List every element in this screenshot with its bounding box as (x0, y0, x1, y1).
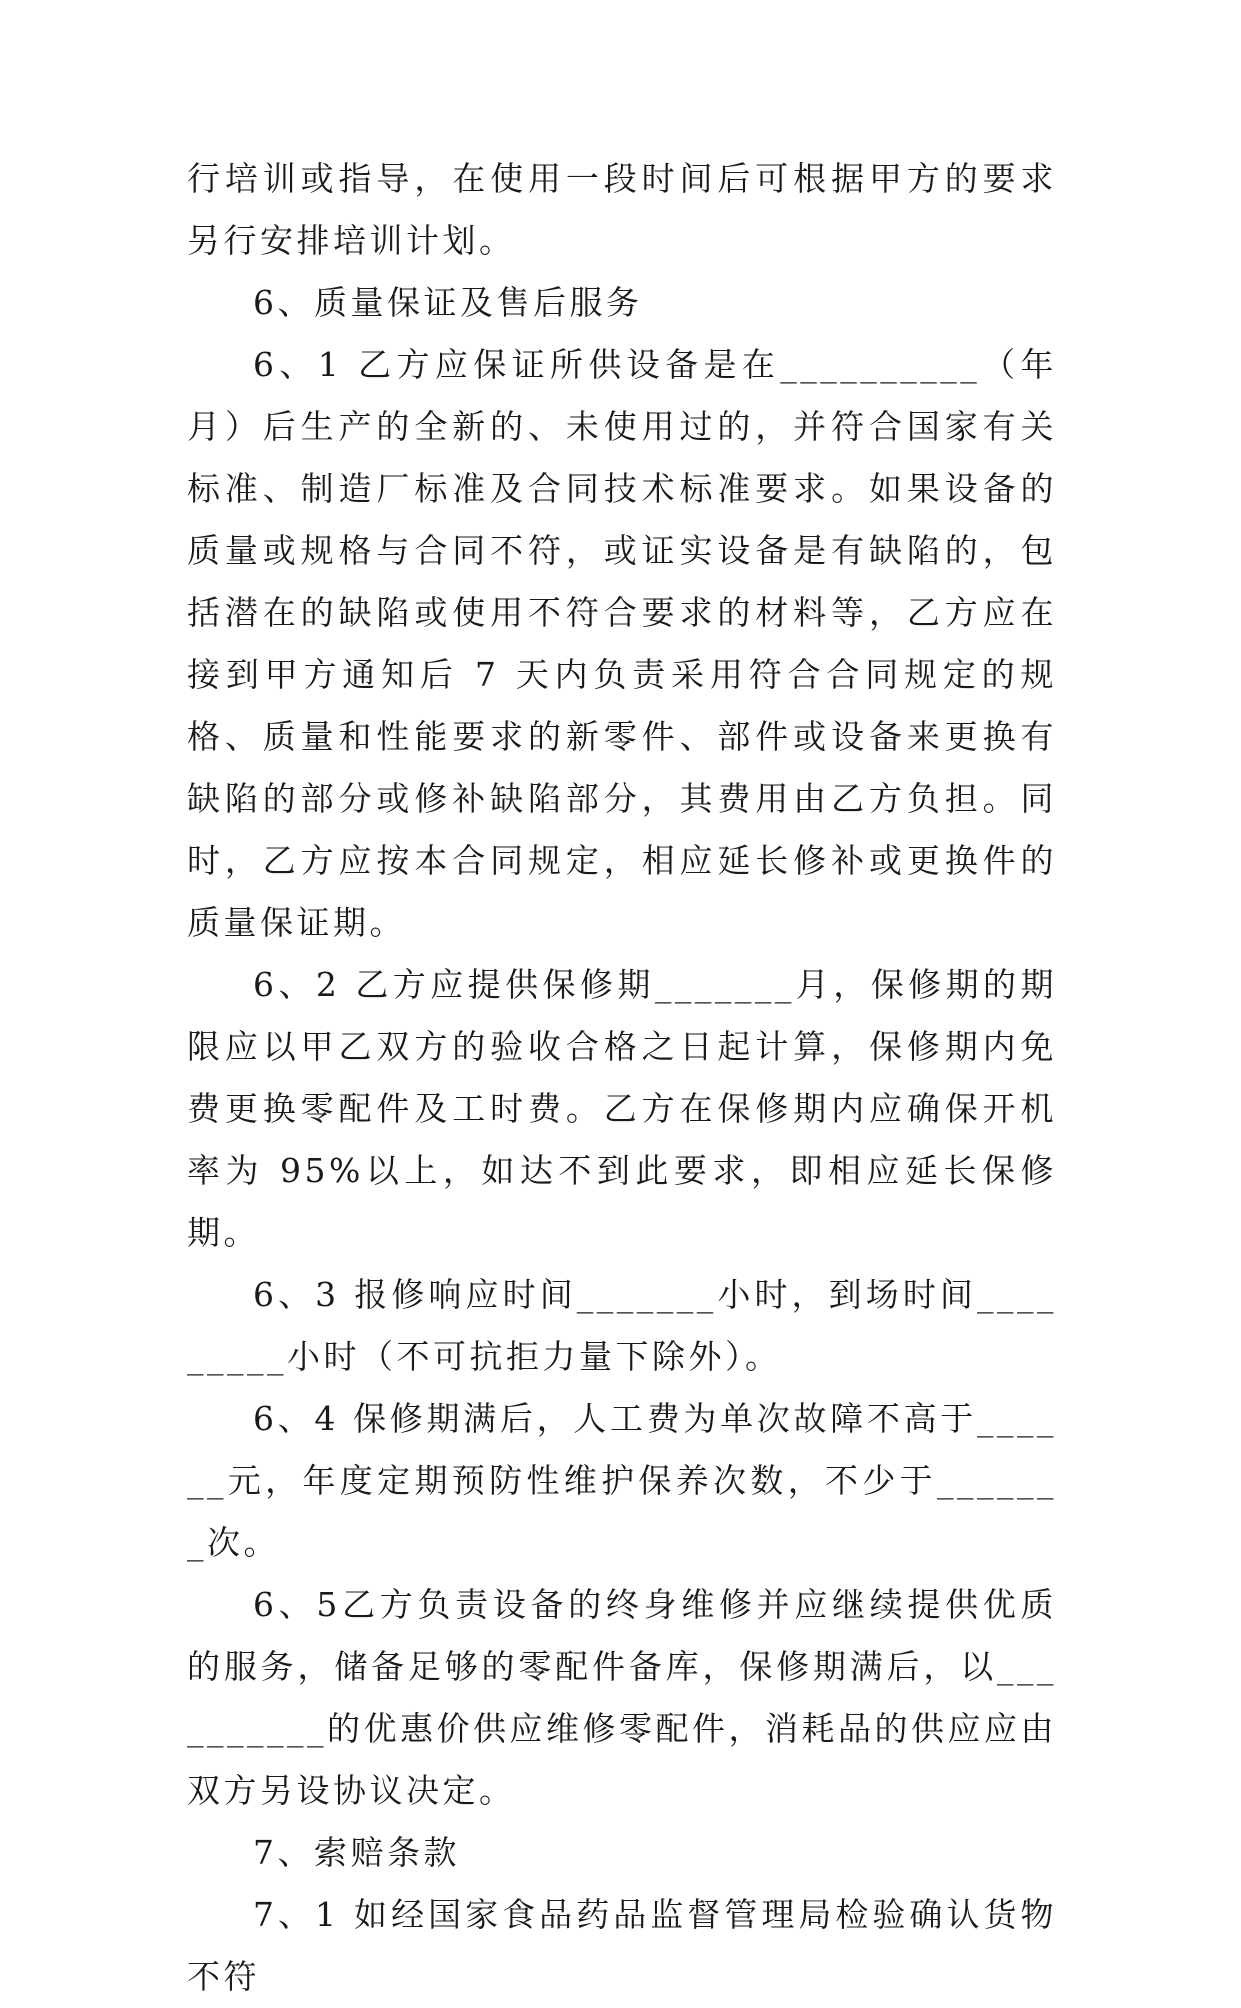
clause-6-4: 6、4 保修期满后，人工费为单次故障不高于______元，年度定期预防性维护保养次数，不少于_______次。 (187, 1399, 1057, 1562)
document-body (187, 148, 1057, 2008)
clause-6-2: 6、2 乙方应提供保修期_______月，保修期的期限应以甲乙双方的验收合格之日起计算，保修期内免费更换零配件及工时费。乙方在保修期内应确保开机率为 95%以上，如达不到此要求，即相应延长保修期。 (187, 965, 1057, 1252)
clause-7-1: 7、1 如经国家食品药品监督管理局检验确认货物不符 (187, 1895, 1057, 1996)
heading-claims: 7、索赔条款 (253, 1833, 460, 1872)
paragraph-training-continuation: 行培训或指导，在使用一段时间后可根据甲方的要求另行安排培训计划。 (187, 159, 1057, 260)
clause-6-1: 6、1 乙方应保证所供设备是在__________（年月）后生产的全新的、未使用过的，并符合国家有关标准、制造厂标准及合同技术标准要求。如果设备的质量或规格与合同不符，或证实设备是有缺陷的，包括潜在的缺陷或使用不符合要求的材料等，乙方应在接到甲方通知后 7 天内负责采用符合合同规定的规格、质量和性能要求的新零件、部件或设备来更换有缺陷的部分或修补缺陷部分，其费用由乙方负担。同时，乙方应按本合同规定，相应延长修补或更换件的质量保证期。 (187, 345, 1057, 942)
clause-6-3: 6、3 报修响应时间_______小时，到场时间_________小时（不可抗拒力量下除外）。 (187, 1275, 1057, 1376)
clause-6-5: 6、5乙方负责设备的终身维修并应继续提供优质的服务，储备足够的零配件备库，保修期满后，以__________的优惠价供应维修零配件，消耗品的供应应由双方另设协议决定。 (187, 1585, 1057, 1810)
heading-quality-warranty: 6、质量保证及售后服务 (253, 283, 643, 322)
